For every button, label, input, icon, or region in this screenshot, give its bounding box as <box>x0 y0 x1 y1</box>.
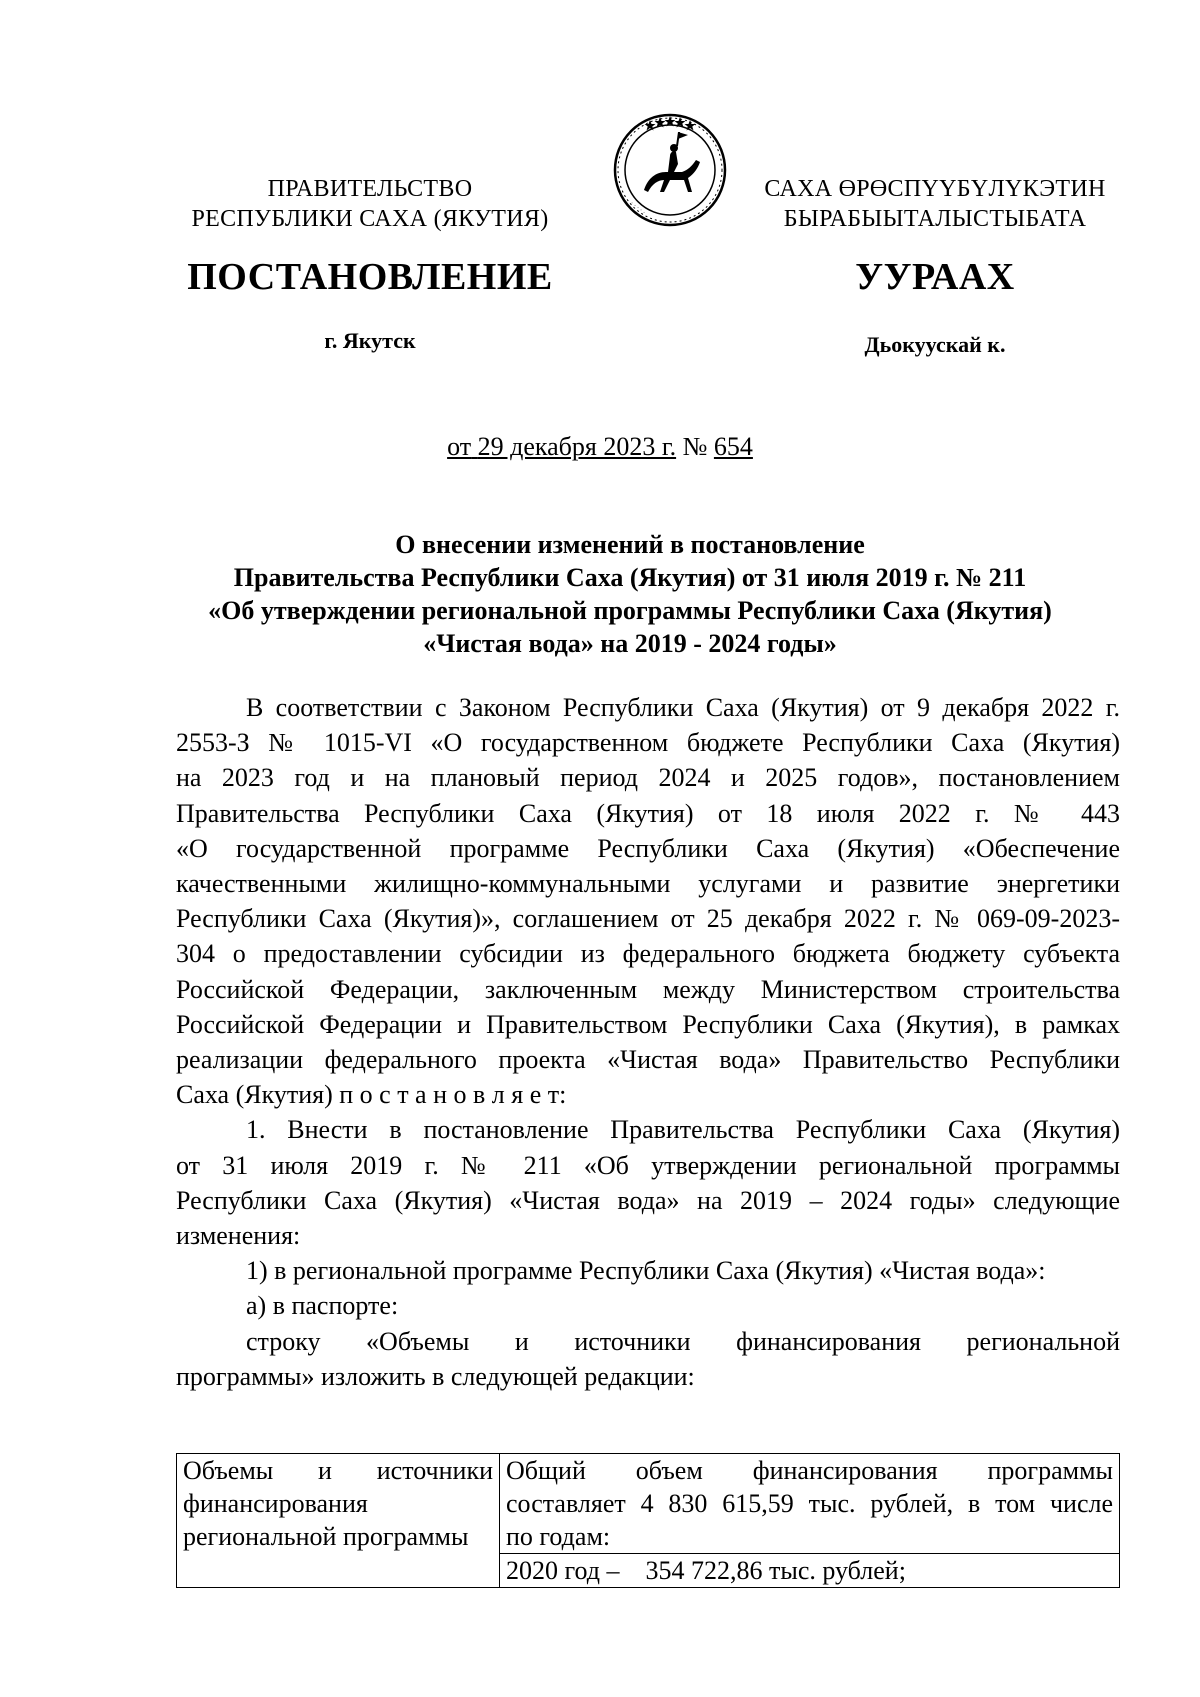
title-line: «Об утверждении региональной программы Республики Саха (Якутия) <box>208 596 1052 625</box>
city-ru: г. Якутск <box>324 328 416 353</box>
text-line: Республики Саха (Якутия) «Чистая вода» на 2019 – 2024 годы» следующие <box>176 1185 1120 1215</box>
document-title <box>150 528 1110 660</box>
text-line: изменения: <box>176 1221 301 1251</box>
header-left-line2: РЕСПУБЛИКИ САХА (ЯКУТИЯ) <box>191 206 549 232</box>
table-cell-year <box>500 1554 1120 1588</box>
text-line: программы» изложить в следующей редакции: <box>176 1361 695 1391</box>
document-number: 654 <box>713 432 753 461</box>
text-line: от 31 июля 2019 г. № 211 «Об утверждении региональной программы <box>176 1150 1120 1180</box>
paragraph-subitem-a: а) в паспорте: <box>246 1291 399 1321</box>
svg-text:· · · · ·: · · · · · <box>628 200 647 217</box>
cell-line: Общий объем финансирования программы <box>506 1456 1113 1485</box>
title-line: «Чистая вода» на 2019 - 2024 годы» <box>423 629 837 658</box>
header-right-line1: САХА ӨРӨСПҮҮБҮЛҮКЭТИН <box>764 176 1106 202</box>
cell-line: по годам: <box>506 1522 611 1551</box>
paragraph-preamble <box>176 690 1120 1112</box>
document-body <box>176 690 1120 1394</box>
text-line: Российской Федерации, заключенным между Министерством строительства <box>176 974 1120 1004</box>
title-line: О внесении изменений в постановление <box>395 530 865 559</box>
paragraph-item-1 <box>176 1112 1120 1253</box>
text-line: на 2023 год и на плановый период 2024 и 2025 годов», постановлением <box>176 763 1120 793</box>
paragraph-subitem-1: 1) в региональной программе Республики Саха (Якутия) «Чистая вода»: <box>246 1256 1046 1286</box>
number-sign: № <box>682 432 708 461</box>
document-date: 29 декабря 2023 г. <box>477 432 677 461</box>
cell-line: региональной программы <box>183 1522 469 1551</box>
cell-line: Объемы и источники <box>183 1456 493 1485</box>
paragraph-row-instruction <box>176 1324 1120 1394</box>
year-amount: 354 722,86 тыс. рублей; <box>645 1556 906 1585</box>
coat-of-arms-sakha-icon <box>612 112 728 228</box>
table-cell-value <box>500 1454 1120 1554</box>
cell-line: составляет 4 830 615,59 тыс. рублей, в том числе <box>506 1489 1113 1518</box>
text-line: «О государственной программе Республики Саха (Якутия) «Обеспечение <box>176 833 1120 863</box>
cell-line: финансирования <box>183 1489 368 1518</box>
title-line: Правительства Республики Саха (Якутия) от 31 июля 2019 г. № 211 <box>233 563 1027 592</box>
city-sah: Дьокуускай к. <box>864 332 1006 357</box>
text-line: В соответствии с Законом Республики Саха (Якутия) от 9 декабря 2022 г. <box>246 693 1120 722</box>
date-number-line <box>0 432 1200 462</box>
text-line: 304 о предоставлении субсидии из федерального бюджета бюджету субъекта <box>176 939 1120 969</box>
doc-type-sah: УУРААХ <box>855 256 1015 298</box>
doc-type-ru: ПОСТАНОВЛЕНИЕ <box>187 256 553 298</box>
header-left <box>170 174 570 234</box>
date-prefix: от <box>447 432 472 461</box>
year-label: 2020 год – <box>506 1556 620 1585</box>
text-line: реализации федерального проекта «Чистая вода» Правительство Республики <box>176 1045 1120 1075</box>
table-cell-label <box>177 1454 500 1588</box>
text-line: 1. Внести в постановление Правительства Республики Саха (Якутия) <box>246 1115 1120 1145</box>
text-line: качественными жилищно-коммунальными услугами и развитие энергетики <box>176 869 1120 899</box>
text-line: строку «Объемы и источники финансирования региональной <box>246 1326 1120 1356</box>
text-line: Правительства Республики Саха (Якутия) от 18 июля 2022 г. № 443 <box>176 798 1120 828</box>
text-line: Саха (Якутия) п о с т а н о в л я е т: <box>176 1080 567 1110</box>
text-line: 2553-З № 1015-VI «О государственном бюджете Республики Саха (Якутия) <box>176 728 1120 758</box>
svg-text:· · · · ·: · · · · · <box>688 197 707 214</box>
header-right <box>745 174 1125 234</box>
financing-table <box>176 1453 1120 1588</box>
header-right-line2: БЫРАБЫЫТАЛЫСТЫБАТА <box>783 206 1087 232</box>
text-line: Российской Федерации и Правительством Республики Саха (Якутия), в рамках <box>176 1009 1120 1039</box>
text-line: Республики Саха (Якутия)», соглашением от 25 декабря 2022 г. № 069-09-2023- <box>176 904 1120 934</box>
header-left-line1: ПРАВИТЕЛЬСТВО <box>267 176 473 202</box>
table-row <box>177 1454 1120 1554</box>
